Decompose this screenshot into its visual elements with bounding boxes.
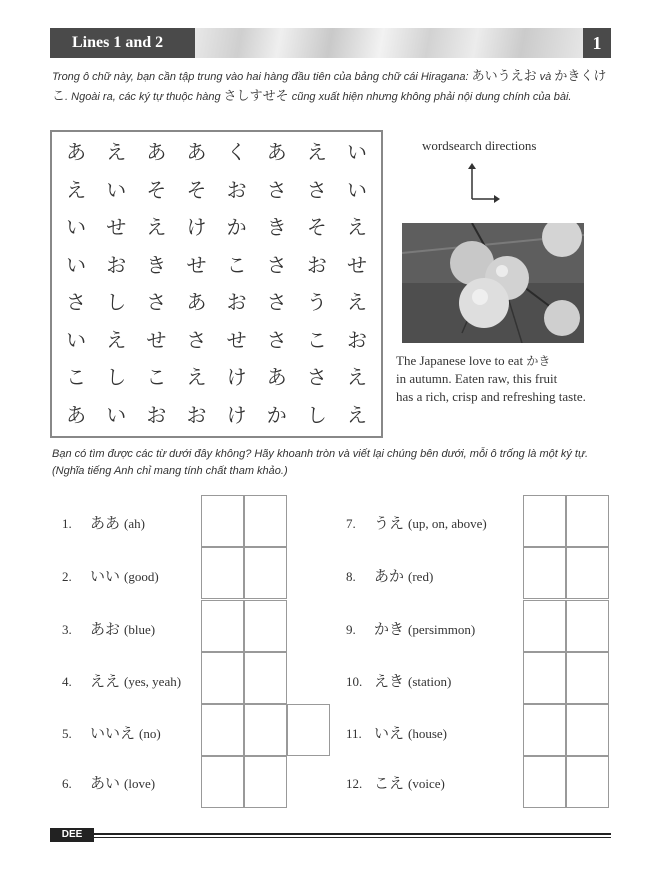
intro-text <box>52 67 612 107</box>
wordsearch-cell[interactable]: あ <box>266 365 287 389</box>
wordsearch-cell[interactable]: い <box>66 215 87 239</box>
intro-part-3: . Ngoài ra, các ký tự thuộc hàng <box>65 91 224 103</box>
word-kana: うえ <box>374 514 405 532</box>
word-meaning: (ah) <box>124 516 145 531</box>
page-header <box>50 28 611 58</box>
wordsearch-cell[interactable]: こ <box>306 327 327 352</box>
word-number: 1. <box>62 516 72 531</box>
word-meaning: (no) <box>139 726 161 741</box>
word-item <box>346 722 447 743</box>
header-decoration <box>195 28 583 58</box>
intro-part-1: Trong ô chữ này, bạn cần tập trung vào hai hàng đầu tiên của bảng chữ cái Hiragana: <box>52 71 472 83</box>
wordsearch-cell[interactable]: さ <box>306 365 327 389</box>
word-meaning: (love) <box>124 776 156 791</box>
word-number: 5. <box>62 726 72 741</box>
wordsearch-cell[interactable]: さ <box>66 290 87 314</box>
word-item <box>346 670 451 691</box>
wordsearch-cell[interactable]: さ <box>266 177 287 202</box>
word-item <box>62 512 145 533</box>
word-number: 12. <box>346 776 363 791</box>
intro-kana-2: かきくけこ <box>52 69 607 104</box>
answer-box[interactable] <box>201 652 244 704</box>
caption-kana: かき <box>526 354 551 368</box>
wordsearch-cell[interactable]: え <box>346 290 367 314</box>
photo-caption <box>396 352 616 406</box>
word-item <box>62 670 181 691</box>
word-kana: ええ <box>90 672 121 690</box>
word-item <box>62 565 159 586</box>
wordsearch-cell[interactable]: う <box>306 290 327 314</box>
word-item <box>346 512 487 533</box>
wordsearch-cell[interactable]: せ <box>186 252 207 277</box>
wordsearch-cell[interactable]: え <box>106 327 127 352</box>
wordsearch-cell[interactable]: お <box>306 252 327 277</box>
word-kana: こえ <box>374 774 405 792</box>
wordsearch-cell[interactable]: え <box>66 177 87 202</box>
footer-rule <box>94 833 611 835</box>
directions-label: wordsearch directions <box>422 138 537 153</box>
word-kana: あか <box>374 567 405 585</box>
wordsearch-cell[interactable]: こ <box>226 252 247 277</box>
wordsearch-cell[interactable]: い <box>106 402 127 427</box>
wordsearch-cell[interactable]: け <box>226 402 247 427</box>
word-item <box>346 618 475 639</box>
wordsearch-cell[interactable]: こ <box>66 365 87 389</box>
answer-box[interactable] <box>523 704 566 756</box>
wordsearch-cell[interactable]: お <box>346 327 367 352</box>
answer-box[interactable] <box>566 704 609 756</box>
persimmon-photo <box>402 223 584 343</box>
answer-box[interactable] <box>244 704 287 756</box>
answer-box[interactable] <box>287 704 330 756</box>
wordsearch-cell[interactable]: け <box>186 215 207 239</box>
wordsearch-cell[interactable]: お <box>146 402 167 427</box>
caption-line-1: The Japanese love to eat <box>396 353 527 368</box>
wordsearch-cell[interactable]: さ <box>266 252 287 277</box>
word-meaning: (up, on, above) <box>408 516 487 531</box>
word-number: 9. <box>346 622 356 637</box>
word-number: 2. <box>62 569 72 584</box>
footer-tag: DEE <box>50 828 94 842</box>
word-meaning: (voice) <box>408 776 445 791</box>
wordsearch-cell[interactable]: え <box>306 140 327 164</box>
wordsearch-cell[interactable]: そ <box>306 215 327 239</box>
answer-box[interactable] <box>523 547 566 599</box>
answer-box[interactable] <box>523 652 566 704</box>
answer-box[interactable] <box>244 756 287 808</box>
wordsearch-cell[interactable]: こ <box>146 365 167 389</box>
answer-box[interactable] <box>201 547 244 599</box>
word-item <box>346 772 445 793</box>
word-number: 11. <box>346 726 362 741</box>
word-meaning: (red) <box>408 569 434 584</box>
wordsearch-cell[interactable]: か <box>226 215 247 239</box>
word-kana: いいえ <box>90 724 136 742</box>
wordsearch-cell[interactable]: さ <box>306 177 327 202</box>
answer-box[interactable] <box>566 756 609 808</box>
intro-part-4: cũng xuất hiện nhưng không phải nội dung chính của bài. <box>288 91 572 103</box>
wordsearch-cell[interactable]: く <box>226 140 247 164</box>
page-footer <box>50 828 611 842</box>
answer-box[interactable] <box>566 652 609 704</box>
wordsearch-cell[interactable]: あ <box>66 402 87 427</box>
wordsearch-cell[interactable]: い <box>346 140 367 164</box>
wordsearch-cell[interactable]: え <box>346 402 367 427</box>
word-kana: いい <box>90 567 121 585</box>
wordsearch-cell[interactable]: え <box>146 215 167 239</box>
word-number: 7. <box>346 516 356 531</box>
instructions-text: Bạn có tìm được các từ dưới đây không? Hãy khoanh tròn và viết lại chúng bên dưới, mỗi ô trống là một ký tự. (Nghĩa tiếng Anh chỉ mang tính chất tham khảo.) <box>52 448 589 477</box>
wordsearch-cell[interactable]: き <box>266 215 287 239</box>
word-kana: いえ <box>374 724 405 742</box>
answer-box[interactable] <box>201 600 244 652</box>
word-meaning: (house) <box>408 726 448 741</box>
word-number: 3. <box>62 622 72 637</box>
word-item <box>346 565 433 586</box>
wordsearch-cell[interactable]: け <box>226 365 247 389</box>
answer-box[interactable] <box>566 547 609 599</box>
section-title: Lines 1 and 2 <box>50 28 195 58</box>
word-meaning: (good) <box>124 569 159 584</box>
answer-box[interactable] <box>566 600 609 652</box>
page-number: 1 <box>583 28 611 58</box>
word-kana: あい <box>90 774 121 792</box>
wordsearch-cell[interactable]: し <box>106 365 127 389</box>
answer-box[interactable] <box>201 704 244 756</box>
wordsearch-cell[interactable]: き <box>146 252 167 277</box>
answer-box[interactable] <box>523 756 566 808</box>
wordsearch-cell[interactable]: え <box>106 140 127 164</box>
answer-box[interactable] <box>201 495 244 547</box>
wordsearch-cell[interactable]: か <box>266 402 287 427</box>
wordsearch-cell[interactable]: い <box>106 177 127 202</box>
word-number: 4. <box>62 674 72 689</box>
wordsearch-cell[interactable]: お <box>106 252 127 277</box>
word-item <box>62 722 161 743</box>
answer-box[interactable] <box>566 495 609 547</box>
word-item <box>62 618 155 639</box>
word-kana: ああ <box>90 514 121 532</box>
intro-part-2: và <box>536 71 555 83</box>
wordsearch-cell[interactable]: あ <box>266 140 287 164</box>
word-meaning: (blue) <box>124 622 156 637</box>
footer-rule-thin <box>94 837 611 838</box>
persimmon-image-icon <box>402 223 584 343</box>
wordsearch-cell[interactable]: さ <box>266 290 287 314</box>
answer-box[interactable] <box>244 547 287 599</box>
wordsearch-grid <box>50 130 383 438</box>
answer-box[interactable] <box>523 600 566 652</box>
wordsearch-cell[interactable]: せ <box>146 327 167 352</box>
wordsearch-cell[interactable]: え <box>186 365 207 389</box>
caption-line-3: has a rich, crisp and refreshing taste. <box>396 389 586 404</box>
wordsearch-cell[interactable]: あ <box>186 290 207 314</box>
answer-box[interactable] <box>201 756 244 808</box>
wordsearch-cell[interactable]: お <box>186 402 207 427</box>
wordsearch-cell[interactable]: お <box>226 290 247 314</box>
word-item <box>62 772 155 793</box>
wordsearch-cell[interactable]: い <box>66 252 87 277</box>
intro-kana-3: さしすせそ <box>223 89 289 104</box>
word-number: 10. <box>346 674 363 689</box>
word-kana: かき <box>374 620 405 638</box>
wordsearch-cell[interactable]: あ <box>186 140 207 164</box>
answer-box[interactable] <box>244 600 287 652</box>
wordsearch-cell[interactable]: そ <box>146 177 167 202</box>
wordsearch-cell[interactable]: せ <box>346 252 367 277</box>
wordsearch-cell[interactable]: い <box>346 177 367 202</box>
wordsearch-cell[interactable]: さ <box>266 327 287 352</box>
wordsearch-cell[interactable]: あ <box>66 140 87 164</box>
answer-box[interactable] <box>244 652 287 704</box>
wordsearch-cell[interactable]: そ <box>186 177 207 202</box>
word-number: 8. <box>346 569 356 584</box>
wordsearch-cell[interactable]: せ <box>226 327 247 352</box>
wordsearch-cell[interactable]: し <box>306 402 327 427</box>
word-meaning: (persimmon) <box>408 622 476 637</box>
answer-box[interactable] <box>244 495 287 547</box>
wordsearch-cell[interactable]: え <box>346 215 367 239</box>
intro-kana-1: あいうえお <box>471 69 537 84</box>
word-meaning: (station) <box>408 674 452 689</box>
caption-line-2: in autumn. Eaten raw, this fruit <box>396 371 558 386</box>
wordsearch-cell[interactable]: せ <box>106 215 127 239</box>
wordsearch-cell[interactable]: い <box>66 327 87 352</box>
wordsearch-cell[interactable]: え <box>346 365 367 389</box>
word-kana: えき <box>374 672 405 690</box>
word-kana: あお <box>90 620 121 638</box>
wordsearch-cell[interactable]: お <box>226 177 247 202</box>
word-meaning: (yes, yeah) <box>124 674 182 689</box>
wordsearch-cell[interactable]: さ <box>186 327 207 352</box>
answer-box[interactable] <box>523 495 566 547</box>
direction-arrow-icon <box>468 163 500 203</box>
word-number: 6. <box>62 776 72 791</box>
wordsearch-cell[interactable]: あ <box>146 140 167 164</box>
wordsearch-cell[interactable]: さ <box>146 290 167 314</box>
wordsearch-cell[interactable]: し <box>106 290 127 314</box>
